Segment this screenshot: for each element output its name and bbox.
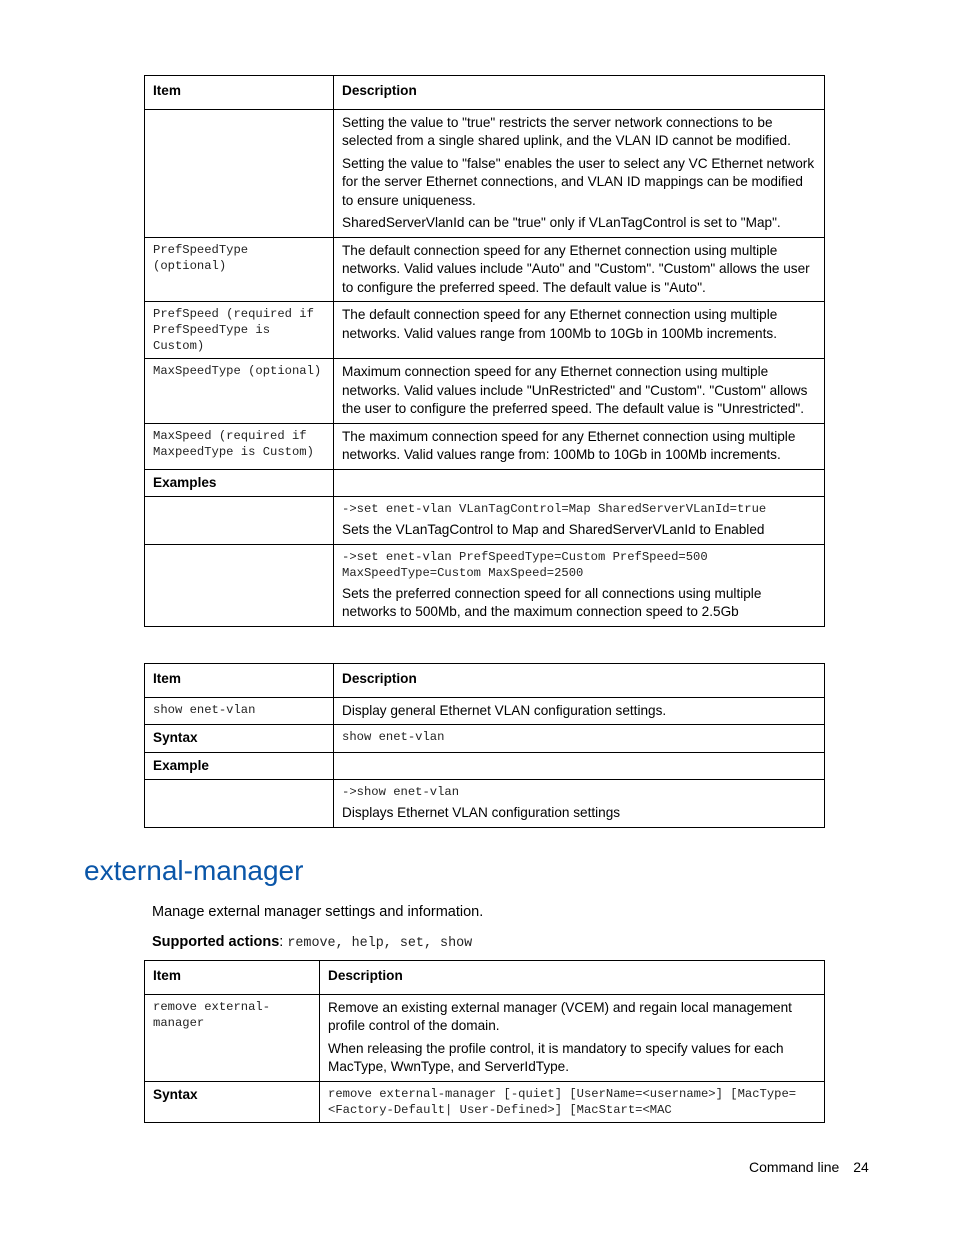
table-row [145,994,825,1081]
example-row [145,497,825,545]
examples-label: Examples [145,469,334,497]
parameters-table [144,75,825,627]
syntax-cell: show enet-vlan [334,725,825,753]
item-cell [145,109,334,237]
description-cell [334,423,825,469]
example-command: ->show enet-vlan [342,785,460,799]
table-row [145,423,825,469]
description-cell [334,359,825,424]
empty-cell [145,780,334,828]
description-cell [334,109,825,237]
table-row [145,237,825,302]
command-cell: remove external-manager [145,994,320,1081]
description-column-header: Description [334,664,825,698]
description-column-header: Description [320,961,825,995]
section-intro: Manage external manager settings and information. [152,904,484,920]
description-cell: Display general Ethernet VLAN configuration settings. [334,697,825,725]
example-cell [334,544,825,626]
empty-cell [334,752,825,780]
external-manager-table [144,960,825,1123]
table-header-row [145,664,825,698]
item-cell: PrefSpeed (required if PrefSpeedType is Custom) [145,302,334,359]
description-cell [334,302,825,359]
description-paragraph: SharedServerVlanId can be "true" only if VLanTagControl is set to "Map". [342,215,781,230]
item-column-header: Item [145,961,320,995]
supported-actions-label: Supported actions [152,934,280,950]
description-paragraph: Remove an existing external manager (VCEM) and regain local management profile control of the domain. [328,999,792,1033]
examples-row [145,469,825,497]
example-command: ->set enet-vlan PrefSpeedType=Custom PrefSpeed=500 MaxSpeedType=Custom MaxSpeed=2500 [342,549,716,580]
example-text: Sets the preferred connection speed for all connections using multiple networks to 500Mb, and the maximum connection speed to 2.5Gb [342,585,762,619]
table-row [145,109,825,237]
description-paragraph: The default connection speed for any Ethernet connection using multiple networks. Valid values range from 100Mb to 10Gb in 100Mb increments. [342,307,778,341]
supported-actions-list: remove, help, set, show [287,936,473,951]
syntax-label: Syntax [145,1081,320,1122]
show-enet-vlan-table [144,663,825,828]
description-paragraph: When releasing the profile control, it is mandatory to specify values for each MacType, WwnType, and ServerIdType. [328,1040,784,1074]
example-text: Displays Ethernet VLAN configuration settings [342,805,621,820]
empty-cell [145,497,334,545]
syntax-label: Syntax [145,725,334,753]
example-command: ->set enet-vlan VLanTagControl=Map SharedServerVLanId=true [342,502,767,516]
description-cell [334,237,825,302]
syntax-cell: remove external-manager [-quiet] [UserName=<username>] [MacType=<Factory-Default| User-Defined>] [MacStart=<MAC [320,1081,825,1122]
item-column-header: Item [145,664,334,698]
description-column-header: Description [334,76,825,110]
item-cell: MaxSpeed (required if MaxpeedType is Custom) [145,423,334,469]
example-row [145,544,825,626]
table-row [145,697,825,725]
section-title: external-manager [84,855,304,886]
syntax-row [145,725,825,753]
table-row [145,359,825,424]
description-paragraph: Setting the value to "false" enables the user to select any VC Ethernet network for the server Ethernet connections, and VLAN ID mappings can be modified to ensure uniqueness. [342,155,815,208]
example-cell [334,780,825,828]
example-cell [334,497,825,545]
empty-cell [334,469,825,497]
example-label: Example [145,752,334,780]
table-header-row [145,76,825,110]
example-text: Sets the VLanTagControl to Map and SharedServerVLanId to Enabled [342,522,765,537]
item-cell: PrefSpeedType (optional) [145,237,334,302]
item-cell: MaxSpeedType (optional) [145,359,334,424]
description-paragraph: The maximum connection speed for any Ethernet connection using multiple networks. Valid values range from: 100Mb to 10Gb in 100Mb increments. [342,428,796,462]
supported-actions: Supported actions: remove, help, set, show [152,934,473,951]
page-number: 24 [853,1159,869,1175]
example-label-row [145,752,825,780]
description-paragraph: Setting the value to "true" restricts the server network connections to be selected from a single shared uplink, and the VLAN ID cannot be modified. [342,114,791,148]
footer-section-name: Command line [749,1159,840,1175]
description-cell [320,994,825,1081]
table-header-row [145,961,825,995]
table-row [145,302,825,359]
description-paragraph: Maximum connection speed for any Ethernet connection using multiple networks. Valid values include "UnRestricted" and "Custom". "Custom" allows the user to configure the preferred speed. The default value is "Unrestricted". [342,364,808,416]
command-cell: show enet-vlan [145,697,334,725]
item-column-header: Item [145,76,334,110]
syntax-row [145,1081,825,1122]
page-footer [749,1159,869,1175]
example-row [145,780,825,828]
description-paragraph: The default connection speed for any Ethernet connection using multiple networks. Valid values include "Auto" and "Custom". "Custom" allows the user to configure the preferred speed. The default value is "Auto". [342,242,810,295]
empty-cell [145,544,334,626]
